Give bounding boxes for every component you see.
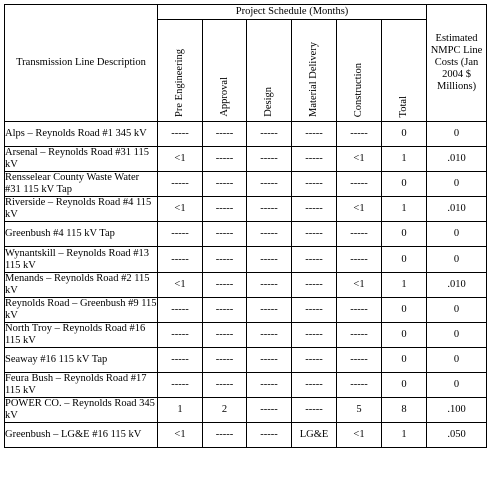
- line-description-cell: Arsenal – Reynolds Road #31 115 kV: [5, 147, 158, 172]
- approval-cell: -----: [203, 222, 247, 247]
- pre-engineering-cell: <1: [158, 423, 203, 448]
- table-row: [5, 122, 487, 147]
- approval-cell: -----: [203, 172, 247, 197]
- cost-cell: 0: [427, 372, 487, 397]
- table-row: [5, 372, 487, 397]
- table-row: [5, 322, 487, 347]
- phase-label: Design: [263, 87, 274, 117]
- line-description-cell: Greenbush – LG&E #16 115 kV: [5, 423, 158, 448]
- line-description-cell: Rensselear County Waste Water #31 115 kV Tap: [5, 172, 158, 197]
- total-cell: 0: [382, 372, 427, 397]
- construction-cell: -----: [337, 297, 382, 322]
- table-row: [5, 222, 487, 247]
- cost-cell: 0: [427, 322, 487, 347]
- material-delivery-cell: -----: [292, 147, 337, 172]
- construction-cell: -----: [337, 322, 382, 347]
- material-delivery-cell: -----: [292, 398, 337, 423]
- design-cell: -----: [247, 122, 292, 147]
- construction-cell: <1: [337, 197, 382, 222]
- pre-engineering-cell: -----: [158, 172, 203, 197]
- phase-header-design: [247, 20, 292, 122]
- approval-cell: -----: [203, 272, 247, 297]
- table-row: [5, 247, 487, 272]
- line-description-cell: North Troy – Reynolds Road #16 115 kV: [5, 322, 158, 347]
- construction-cell: <1: [337, 147, 382, 172]
- line-description-cell: Seaway #16 115 kV Tap: [5, 347, 158, 372]
- total-cell: 1: [382, 147, 427, 172]
- project-schedule-table: [4, 4, 487, 448]
- phase-header-material-delivery: [292, 20, 337, 122]
- approval-cell: -----: [203, 247, 247, 272]
- table-row: [5, 147, 487, 172]
- approval-cell: 2: [203, 398, 247, 423]
- construction-cell: <1: [337, 272, 382, 297]
- cost-cell: .010: [427, 197, 487, 222]
- design-cell: -----: [247, 172, 292, 197]
- cost-cell: .010: [427, 272, 487, 297]
- phase-header-approval: [203, 20, 247, 122]
- approval-cell: -----: [203, 297, 247, 322]
- design-cell: -----: [247, 147, 292, 172]
- material-delivery-cell: -----: [292, 322, 337, 347]
- pre-engineering-cell: 1: [158, 398, 203, 423]
- construction-cell: 5: [337, 398, 382, 423]
- pre-engineering-cell: <1: [158, 272, 203, 297]
- design-cell: -----: [247, 423, 292, 448]
- table-row: [5, 423, 487, 448]
- cost-header: Estimated NMPC Line Costs (Jan 2004 $ Millions): [427, 5, 487, 122]
- construction-cell: -----: [337, 172, 382, 197]
- line-description-cell: Greenbush #4 115 kV Tap: [5, 222, 158, 247]
- design-cell: -----: [247, 372, 292, 397]
- pre-engineering-cell: -----: [158, 322, 203, 347]
- total-cell: 0: [382, 322, 427, 347]
- approval-cell: -----: [203, 347, 247, 372]
- table-body: [5, 122, 487, 448]
- phase-header-pre-engineering: [158, 20, 203, 122]
- design-cell: -----: [247, 347, 292, 372]
- cost-cell: .010: [427, 147, 487, 172]
- cost-cell: 0: [427, 122, 487, 147]
- material-delivery-cell: -----: [292, 272, 337, 297]
- construction-cell: -----: [337, 122, 382, 147]
- line-description-cell: Feura Bush – Reynolds Road #17 115 kV: [5, 372, 158, 397]
- approval-cell: -----: [203, 372, 247, 397]
- phase-header-total: [382, 20, 427, 122]
- phase-label: Pre Engineering: [174, 49, 185, 117]
- pre-engineering-cell: -----: [158, 297, 203, 322]
- total-cell: 0: [382, 347, 427, 372]
- material-delivery-cell: -----: [292, 197, 337, 222]
- design-cell: -----: [247, 222, 292, 247]
- construction-cell: -----: [337, 347, 382, 372]
- table-row: [5, 297, 487, 322]
- approval-cell: -----: [203, 423, 247, 448]
- construction-cell: -----: [337, 222, 382, 247]
- table-row: [5, 398, 487, 423]
- material-delivery-cell: -----: [292, 372, 337, 397]
- total-cell: 0: [382, 297, 427, 322]
- design-cell: -----: [247, 197, 292, 222]
- cost-cell: .100: [427, 398, 487, 423]
- construction-cell: -----: [337, 372, 382, 397]
- cost-cell: 0: [427, 247, 487, 272]
- project-schedule-header: Project Schedule (Months): [158, 5, 427, 20]
- line-description-cell: Reynolds Road – Greenbush #9 115 kV: [5, 297, 157, 321]
- material-delivery-cell: LG&E: [292, 423, 337, 448]
- line-description-cell: Wynantskill – Reynolds Road #13 115 kV: [5, 247, 158, 272]
- pre-engineering-cell: -----: [158, 372, 203, 397]
- table-row: [5, 272, 487, 297]
- material-delivery-cell: -----: [292, 247, 337, 272]
- approval-cell: -----: [203, 122, 247, 147]
- total-cell: 8: [382, 398, 427, 423]
- pre-engineering-cell: -----: [158, 222, 203, 247]
- material-delivery-cell: -----: [292, 122, 337, 147]
- pre-engineering-cell: -----: [158, 122, 203, 147]
- approval-cell: -----: [203, 322, 247, 347]
- phase-label: Total: [398, 95, 410, 117]
- total-cell: 0: [382, 222, 427, 247]
- cost-cell: 0: [427, 297, 487, 322]
- material-delivery-cell: -----: [292, 222, 337, 247]
- phase-header-construction: [337, 20, 382, 122]
- pre-engineering-cell: -----: [158, 347, 203, 372]
- cost-cell: 0: [427, 347, 487, 372]
- construction-cell: <1: [337, 423, 382, 448]
- construction-cell: -----: [337, 247, 382, 272]
- total-cell: 0: [382, 122, 427, 147]
- phase-label: Approval: [218, 77, 230, 117]
- material-delivery-cell: -----: [292, 172, 337, 197]
- design-cell: -----: [247, 272, 292, 297]
- total-cell: 0: [382, 172, 427, 197]
- design-cell: -----: [247, 322, 292, 347]
- table-row: [5, 172, 487, 197]
- table-row: [5, 197, 487, 222]
- design-cell: -----: [247, 398, 292, 423]
- approval-cell: -----: [203, 147, 247, 172]
- line-description-cell: Menands – Reynolds Road #2 115 kV: [5, 272, 158, 297]
- approval-cell: -----: [203, 197, 247, 222]
- design-cell: -----: [247, 297, 292, 322]
- line-description-cell: Alps – Reynolds Road #1 345 kV: [5, 122, 158, 147]
- total-cell: 0: [382, 247, 427, 272]
- phase-label: Construction: [353, 62, 364, 117]
- material-delivery-cell: -----: [292, 297, 337, 322]
- phase-label: Material Delivery: [308, 42, 319, 117]
- total-cell: 1: [382, 423, 427, 448]
- cost-cell: .050: [427, 423, 487, 448]
- design-cell: -----: [247, 247, 292, 272]
- total-cell: 1: [382, 272, 427, 297]
- material-delivery-cell: -----: [292, 347, 337, 372]
- cost-cell: 0: [427, 222, 487, 247]
- total-cell: 1: [382, 197, 427, 222]
- pre-engineering-cell: <1: [158, 197, 203, 222]
- pre-engineering-cell: <1: [158, 147, 203, 172]
- cost-cell: 0: [427, 172, 487, 197]
- line-description-cell: POWER CO. – Reynolds Road 345 kV: [5, 398, 158, 423]
- line-description-cell: Riverside – Reynolds Road #4 115 kV: [5, 197, 158, 222]
- line-description-header: Transmission Line Description: [5, 5, 158, 122]
- table-row: [5, 347, 487, 372]
- pre-engineering-cell: -----: [158, 247, 203, 272]
